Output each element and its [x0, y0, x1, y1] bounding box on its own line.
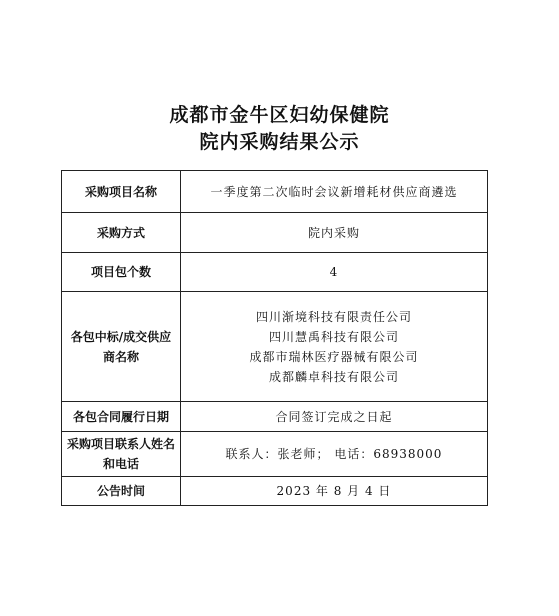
supplier-name: 成都麟卓科技有限公司 — [268, 369, 399, 384]
table-row — [62, 213, 488, 253]
row-label-package-count: 项目包个数 — [62, 253, 181, 292]
row-label-announcement-date: 公告时间 — [62, 477, 181, 506]
document-subtitle: 院内采购结果公示 — [199, 131, 360, 153]
row-label-procurement-method: 采购方式 — [62, 213, 181, 253]
winning-suppliers-value — [181, 292, 488, 402]
supplier-name: 四川渐境科技有限责任公司 — [255, 309, 412, 324]
project-name-value: 一季度第二次临时会议新增耗材供应商遴选 — [181, 171, 488, 213]
table-row — [62, 253, 488, 292]
package-count-value: 4 — [181, 253, 488, 292]
row-label-project-name: 采购项目名称 — [62, 171, 181, 213]
supplier-name: 四川慧禹科技有限公司 — [268, 329, 399, 344]
table-row — [62, 432, 488, 477]
row-label-contract-date: 各包合同履行日期 — [62, 402, 181, 432]
table-row — [62, 402, 488, 432]
document-title: 成都市金牛区妇幼保健院 — [169, 104, 390, 126]
procurement-result-table — [61, 170, 488, 506]
contact-value: 联系人：张老师； 电话：68938000 — [181, 432, 488, 477]
row-label-winning-suppliers: 各包中标/成交供应商名称 — [62, 292, 181, 402]
contract-date-value: 合同签订完成之日起 — [181, 402, 488, 432]
procurement-method-value: 院内采购 — [181, 213, 488, 253]
announcement-date-value: 2023 年 8 月 4 日 — [181, 477, 488, 506]
table-row — [62, 292, 488, 402]
table-row — [62, 477, 488, 506]
row-label-contact: 采购项目联系人姓名和电话 — [62, 432, 181, 477]
table-row — [62, 171, 488, 213]
supplier-name: 成都市瑞林医疗器械有限公司 — [249, 349, 419, 364]
